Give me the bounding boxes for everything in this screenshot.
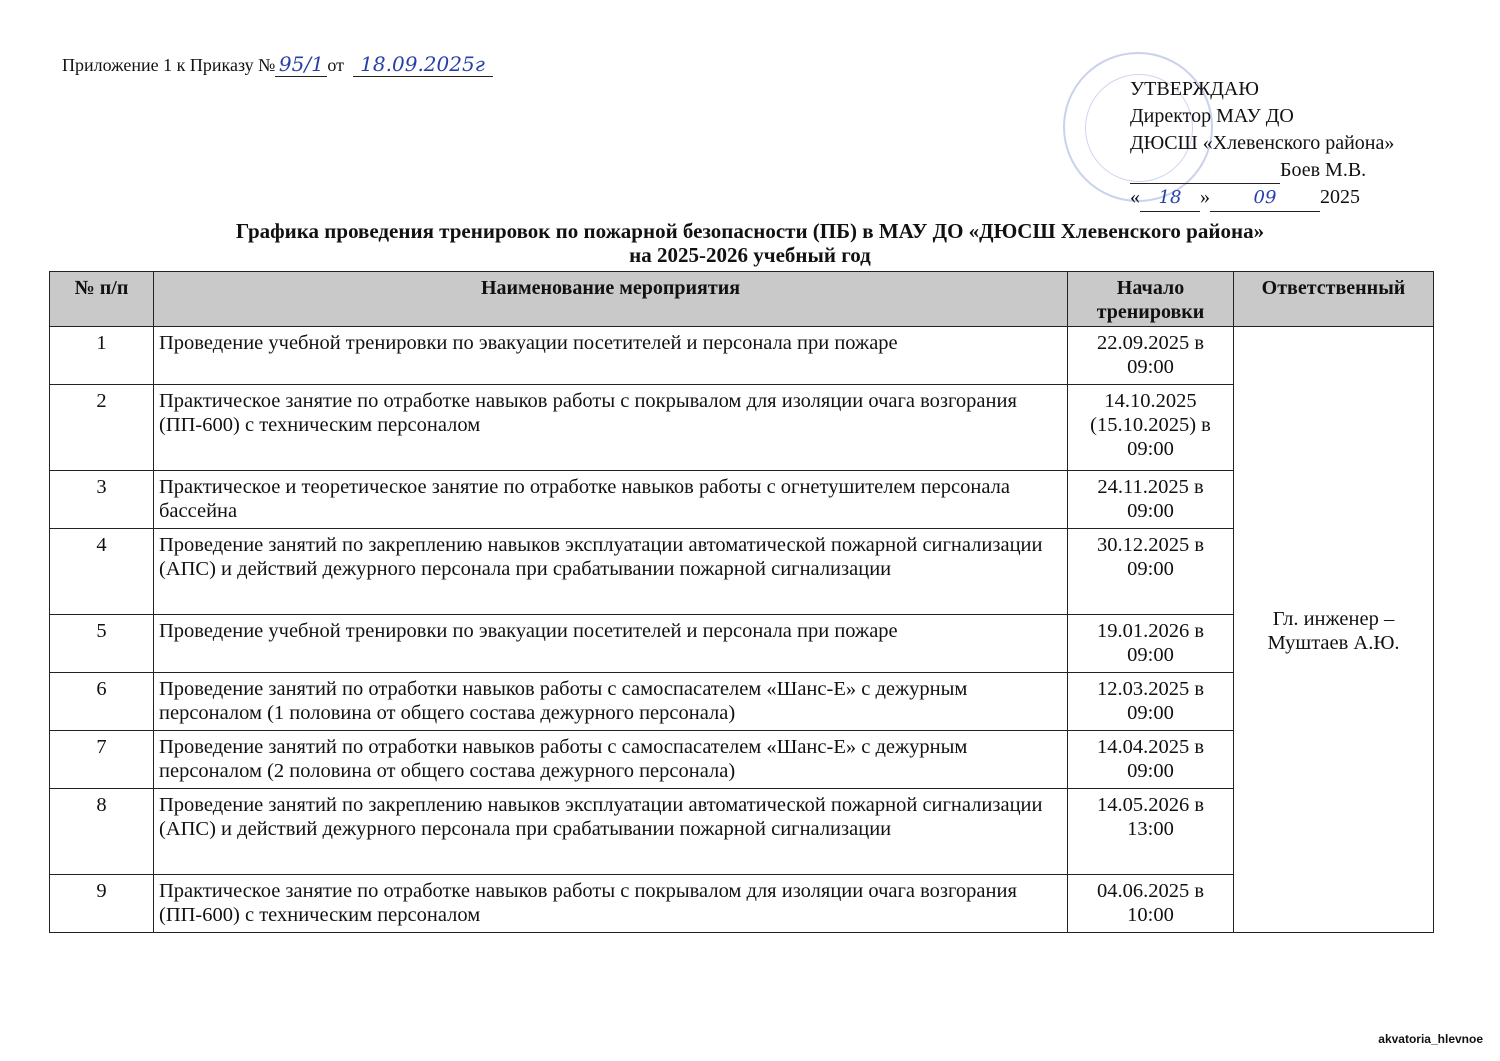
table-row bbox=[50, 327, 1434, 385]
table-row bbox=[50, 673, 1434, 731]
row-name: Проведение занятий по закреплению навыков эксплуатации автоматической пожарной сигнализации (АПС) и действий дежурного персонала при срабатывании пожарной сигнализации bbox=[154, 789, 1068, 875]
row-name: Проведение учебной тренировки по эвакуации посетителей и персонала при пожаре bbox=[154, 327, 1068, 385]
document-title bbox=[0, 219, 1500, 267]
table-row bbox=[50, 471, 1434, 529]
row-name: Проведение занятий по отработки навыков работы с самоспасателем «Шанс-Е» с дежурным персоналом (2 половина от общего состава дежурного персонала) bbox=[154, 731, 1068, 789]
row-num: 5 bbox=[50, 615, 154, 673]
date-day: 18 bbox=[1140, 184, 1200, 212]
row-num: 1 bbox=[50, 327, 154, 385]
date-close-quote: » bbox=[1200, 186, 1210, 208]
signature-line bbox=[1130, 157, 1394, 184]
row-name: Практическое занятие по отработке навыков работы с покрывалом для изоляции очага возгорания (ПП-600) с техническим персоналом bbox=[154, 875, 1068, 933]
row-start: 24.11.2025 в 09:00 bbox=[1068, 471, 1234, 529]
table-header-row bbox=[50, 272, 1434, 327]
row-name: Проведение занятий по отработки навыков работы с самоспасателем «Шанс-Е» с дежурным персоналом (1 половина от общего состава дежурного персонала) bbox=[154, 673, 1068, 731]
table-row bbox=[50, 731, 1434, 789]
approver-position-2: ДЮСШ «Хлевенского района» bbox=[1130, 132, 1395, 154]
date-month: 09 bbox=[1210, 184, 1320, 212]
row-name: Проведение занятий по закреплению навыков эксплуатации автоматической пожарной сигнализации (АПС) и действий дежурного персонала при срабатывании пожарной сигнализации bbox=[154, 529, 1068, 615]
table-row bbox=[50, 529, 1434, 615]
order-number: 95/1 bbox=[275, 52, 327, 77]
row-start: 14.04.2025 в 09:00 bbox=[1068, 731, 1234, 789]
header-responsible: Ответственный bbox=[1234, 272, 1434, 327]
row-num: 4 bbox=[50, 529, 154, 615]
row-num: 6 bbox=[50, 673, 154, 731]
signature bbox=[1130, 161, 1280, 184]
row-start: 14.05.2026 в 13:00 bbox=[1068, 789, 1234, 875]
row-start: 22.09.2025 в 09:00 bbox=[1068, 327, 1234, 385]
date-year: 2025 bbox=[1320, 186, 1360, 208]
watermark: akvatoria_hlevnoe bbox=[1375, 1031, 1486, 1047]
row-start: 30.12.2025 в 09:00 bbox=[1068, 529, 1234, 615]
row-start: 04.06.2025 в 10:00 bbox=[1068, 875, 1234, 933]
appendix-line bbox=[62, 52, 493, 77]
row-start: 14.10.2025 (15.10.2025) в 09:00 bbox=[1068, 385, 1234, 471]
responsible-cell: Гл. инженер – Муштаев А.Ю. bbox=[1234, 327, 1434, 933]
approval-block bbox=[1130, 76, 1394, 212]
table-row bbox=[50, 789, 1434, 875]
schedule-table bbox=[49, 271, 1434, 933]
row-start: 12.03.2025 в 09:00 bbox=[1068, 673, 1234, 731]
row-num: 2 bbox=[50, 385, 154, 471]
header-num: № п/п bbox=[50, 272, 154, 327]
signer-name: Боев М.В. bbox=[1280, 159, 1367, 181]
table-row bbox=[50, 615, 1434, 673]
row-num: 8 bbox=[50, 789, 154, 875]
date-open-quote: « bbox=[1130, 186, 1140, 208]
row-num: 9 bbox=[50, 875, 154, 933]
approve-label: УТВЕРЖДАЮ bbox=[1130, 78, 1259, 100]
row-num: 3 bbox=[50, 471, 154, 529]
row-name: Практическое занятие по отработке навыков работы с покрывалом для изоляции очага возгорания (ПП-600) с техническим персоналом bbox=[154, 385, 1068, 471]
header-start: Начало тренировки bbox=[1068, 272, 1234, 327]
order-date: 18.09.2025г bbox=[353, 52, 493, 77]
table-row bbox=[50, 875, 1434, 933]
approver-position-1: Директор МАУ ДО bbox=[1130, 105, 1294, 127]
from-label: от bbox=[327, 55, 344, 75]
appendix-text: Приложение 1 к Приказу № bbox=[62, 55, 276, 75]
header-name: Наименование мероприятия bbox=[154, 272, 1068, 327]
title-line-2: на 2025-2026 учебный год bbox=[629, 243, 871, 267]
row-name: Практическое и теоретическое занятие по отработке навыков работы с огнетушителем персонала бассейна bbox=[154, 471, 1068, 529]
table-row bbox=[50, 385, 1434, 471]
row-name: Проведение учебной тренировки по эвакуации посетителей и персонала при пожаре bbox=[154, 615, 1068, 673]
approval-date bbox=[1130, 184, 1394, 212]
title-line-1: Графика проведения тренировок по пожарной безопасности (ПБ) в МАУ ДО «ДЮСШ Хлевенского района» bbox=[235, 219, 1265, 243]
row-num: 7 bbox=[50, 731, 154, 789]
row-start: 19.01.2026 в 09:00 bbox=[1068, 615, 1234, 673]
